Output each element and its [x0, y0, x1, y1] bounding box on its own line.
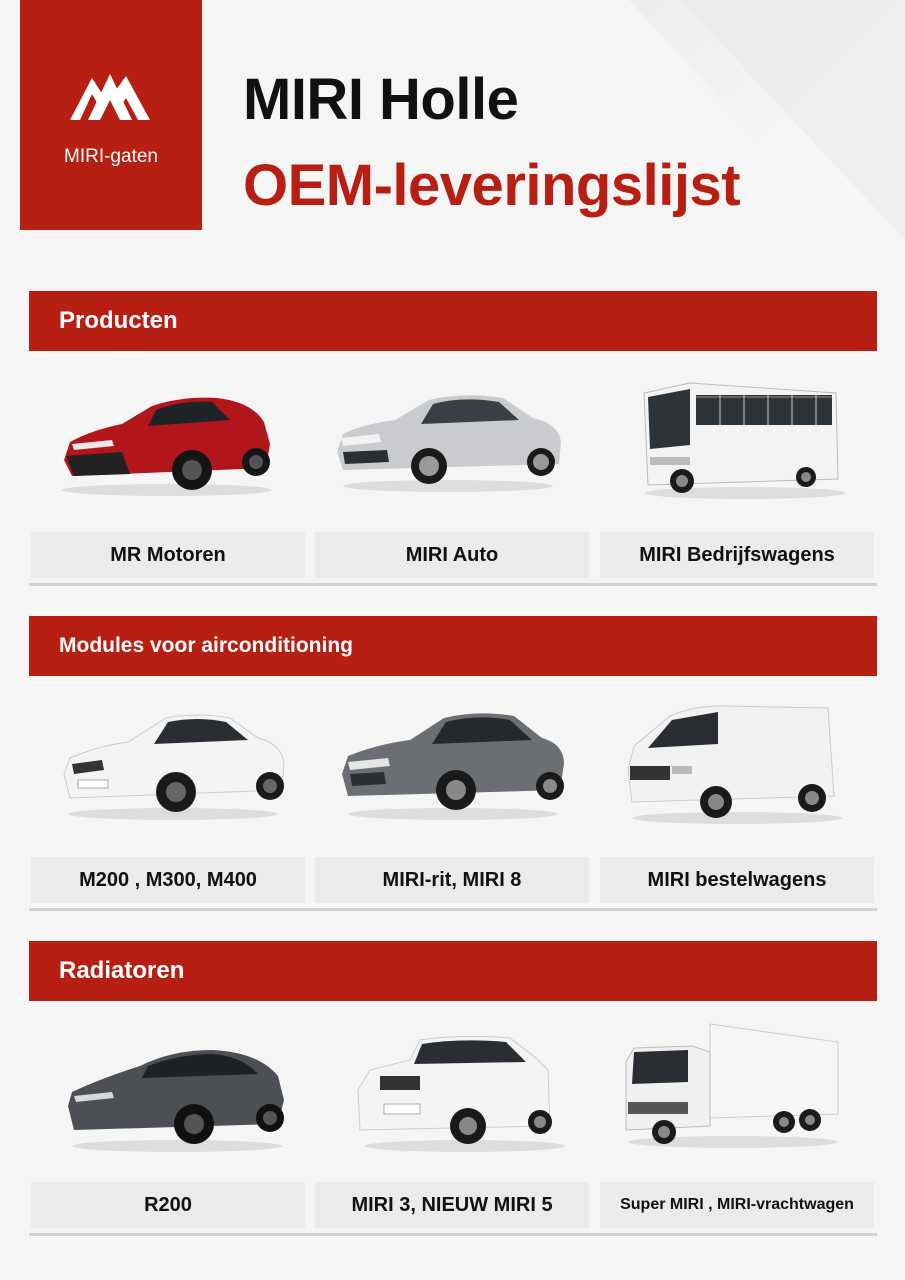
divider: [29, 908, 877, 911]
product-label-mr-motoren: MR Motoren: [31, 532, 305, 578]
product-label-miri-bestelwagens: MIRI bestelwagens: [600, 857, 874, 903]
white-bus-icon: [630, 375, 860, 505]
section-header-radiatoren: Radiatoren: [29, 941, 877, 1001]
product-label-r200: R200: [31, 1182, 305, 1228]
page-subtitle: OEM-leveringslijst: [243, 153, 741, 218]
section-header-airconditioning: Modules voor airconditioning: [29, 616, 877, 676]
logo-text: MIRI-gaten: [64, 146, 158, 167]
product-label-miri-3-nieuw-miri-5: MIRI 3, NIEUW MIRI 5: [315, 1182, 589, 1228]
grey-sedan-icon: [338, 700, 568, 830]
section-header-producten: Producten: [29, 291, 877, 351]
product-label-super-miri-vrachtwagen: Super MIRI , MIRI-vrachtwagen: [600, 1182, 874, 1228]
red-sports-car-icon: [52, 372, 282, 502]
box-truck-icon: [618, 1018, 848, 1148]
brand-logo: [20, 0, 202, 230]
mountain-m-logo-icon: [70, 70, 152, 122]
product-label-m200-m300-m400: M200 , M300, M400: [31, 857, 305, 903]
white-suv-icon: [350, 1030, 580, 1160]
white-sedan-icon: [58, 700, 288, 830]
silver-sedan-icon: [333, 372, 563, 502]
product-label-miri-auto: MIRI Auto: [315, 532, 589, 578]
divider: [29, 583, 877, 586]
page-title: MIRI Holle: [243, 67, 519, 132]
white-van-icon: [622, 700, 852, 830]
dark-grey-coupe-icon: [62, 1030, 292, 1160]
product-label-miri-rit-miri-8: MIRI-rit, MIRI 8: [315, 857, 589, 903]
divider: [29, 1233, 877, 1236]
product-label-miri-bedrijfswagens: MIRI Bedrijfswagens: [600, 532, 874, 578]
